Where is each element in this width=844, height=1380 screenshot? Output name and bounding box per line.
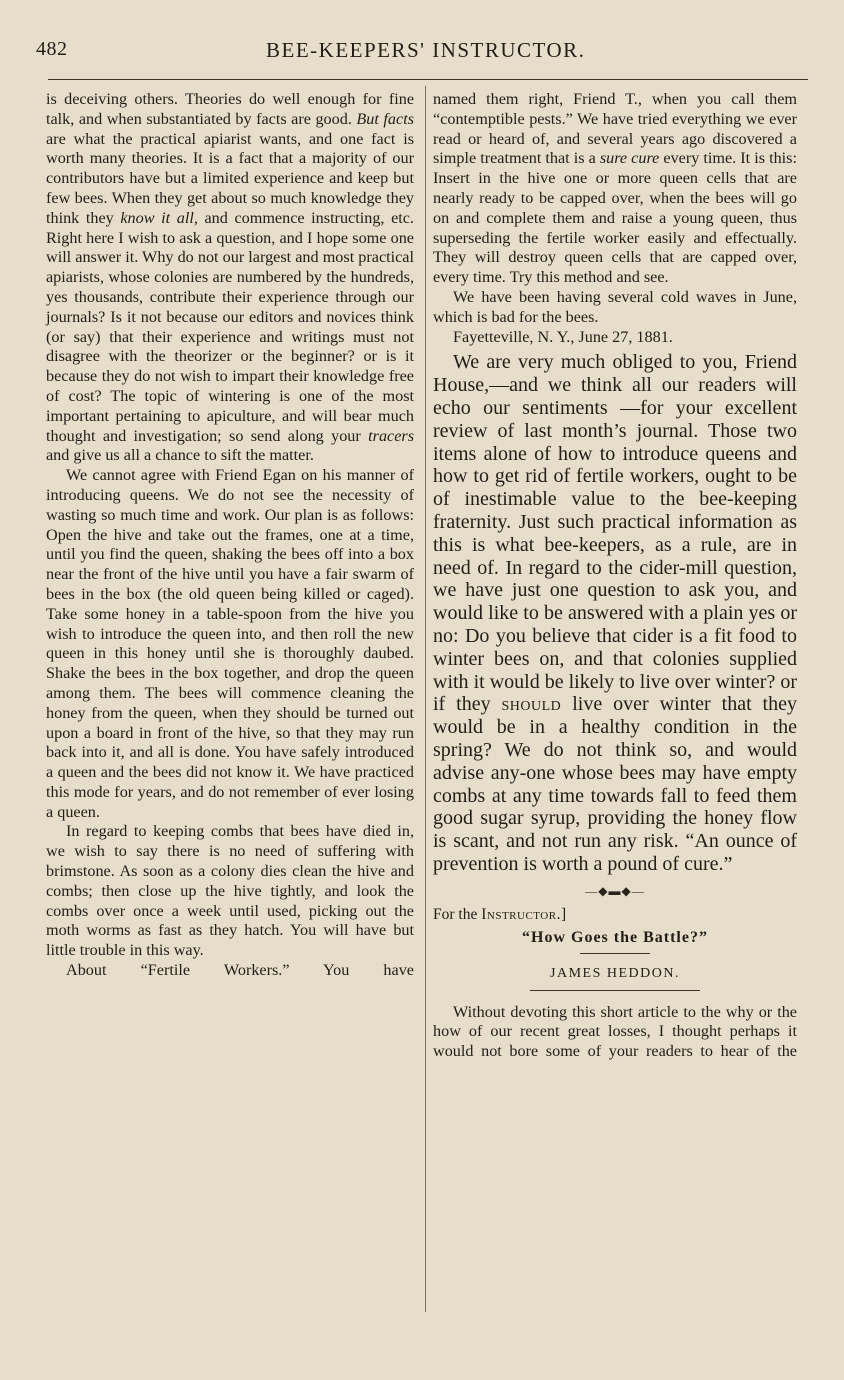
title-rule — [580, 953, 650, 954]
italic-run: But facts — [356, 109, 414, 128]
right-column — [433, 90, 797, 1062]
author-rule — [530, 990, 700, 991]
article-title: “How Goes the Battle?” — [522, 928, 708, 946]
page-number: 482 — [36, 38, 68, 60]
text-run: named them right, Friend T., when you call them “contemptible pests.” We have tried everything we ever read or heard of, and several years ago discovered a simple treatment that is a — [433, 90, 797, 168]
italic-run: know it all, — [120, 208, 198, 227]
page-header — [36, 38, 808, 68]
paragraph-introducing-queens: We cannot agree with Friend Egan on his manner of introducing queens. We do not see the necessity of wasting so much time and work. Our plan is as follows: Open the hive and take out the frames, one at a time, until you find the queen, shaking the bees off into a box near the front of the hive until you have a fair swarm of bees in the box (the old queen being killed or caged). Take some honey in a table-spoon from the hive you wish to introduce the queen into, and then roll the new queen in this honey until she is thoroughly daubed. Shake the bees in the box together, and drop the queen among them. The bees will commence cleaning the honey from the queen, when they should be turned out upon a board in front of the hive, so that they may run back into it, and all is done. You have safely introduced a queen and the bees did not know it. We have practiced this mode for years, and do not remember of ever losing a queen. — [46, 466, 414, 821]
italic-run: sure cure — [599, 149, 660, 168]
text-run: and give us all a chance to sift the matter. — [46, 446, 314, 465]
italic-run: tracers — [368, 426, 414, 445]
text-run: and commence instructing, etc. Right here I wish to ask a question, and I hope some one will answer it. Why do not our largest and most practical apiarists, whose colonies are numbered by the hundreds, yes thousands, contribute their experience through our journals? Is it not because our editors and novices think (or say) that their experience and writings must not disagree with the theorizer or the beginner? or is it because they do not wish to impart their knowledge free of cost? The topic of wintering is one of the most important pertaining to apiculture, and will bear much thought and investigation; so send along your — [46, 208, 414, 445]
small-caps-run: should — [501, 693, 562, 716]
paragraph-cold-waves: We have been having several cold waves in June, which is bad for the bees. — [433, 287, 797, 326]
source-prefix: For the — [433, 905, 482, 923]
dateline: Fayetteville, N. Y., June 27, 1881. — [453, 327, 673, 346]
article-author: JAMES HEDDON. — [550, 965, 680, 981]
text-run: is deceiving others. Theories do well enough for fine talk, and when substantiated by facts are good. — [46, 90, 414, 128]
paragraph-keeping-combs: In regard to keeping combs that bees have died in, we wish to say there is no need of suffering with brimstone. As soon as a colony dies clean the hive and combs; then close up the hive tightly, and look the combs over once a week until used, picking out the moth worms as fast as they hatch. You will have but little trouble in this way. — [46, 822, 414, 960]
running-head: BEE-KEEPERS' INSTRUCTOR. — [266, 38, 586, 62]
article-body: Without devoting this short article to the why or the how of our recent great losses, I thought perhaps it would not bore some of your readers to hear of the — [433, 1002, 797, 1061]
text-run: are what the practical apiarist wants, and one fact is worth many theories. It is a fact that a majority of our contributors have but a limited experience and keep but few bees. When they get about so much knowledge they think they — [46, 129, 414, 227]
source-name: Instructor. — [481, 905, 561, 923]
column-divider — [425, 86, 426, 1312]
source-suffix: ] — [560, 905, 567, 923]
paragraph-fertile-workers-cont — [433, 90, 797, 288]
paragraph-fertile-workers: About “Fertile Workers.” You have — [66, 961, 414, 980]
text-run: every time. It is this: Insert in the hive one or more queen cells that are nearly ready to be capped over, when the bees will go on and complete them and raise a young queen, thus superseding the fertile worker easily and effectually. They will destroy queen cells that are capped over, every time. Try this method and see. — [433, 149, 797, 287]
text-run: live over winter that they would be in a healthy condition in the spring? We do not think so, and would advise any-one whose bees may have empty combs at any time towards fall to feed them good sugar syrup, providing the honey flow is scant, and not run any risk. “An ounce of prevention is worth a pound of cure.” — [433, 693, 797, 875]
text-run: We are very much obliged to you, Friend House,—and we think all our readers will echo our sentiments —for your excellent review of last month’s journal. Those two items alone of how to introduce queens and how to get rid of fertile workers, ought to be of inestimable value to the bee-keeping fraternity. Just such practical information as this is what bee-keepers, as a rule, are in need of. In regard to the cider-mill question, we have just one question to ask you, and would like to be answered with a plain yes or no: Do you believe that cider is a fit food to winter bees on, and that colonies supplied with it would be likely to live over winter? or if they — [433, 351, 797, 716]
left-column — [46, 90, 414, 981]
section-ornament: —◆▬◆— — [585, 883, 645, 898]
editorial-response — [433, 351, 797, 875]
paragraph-theories — [46, 90, 414, 466]
source-line — [433, 905, 797, 925]
header-rule — [48, 79, 808, 80]
